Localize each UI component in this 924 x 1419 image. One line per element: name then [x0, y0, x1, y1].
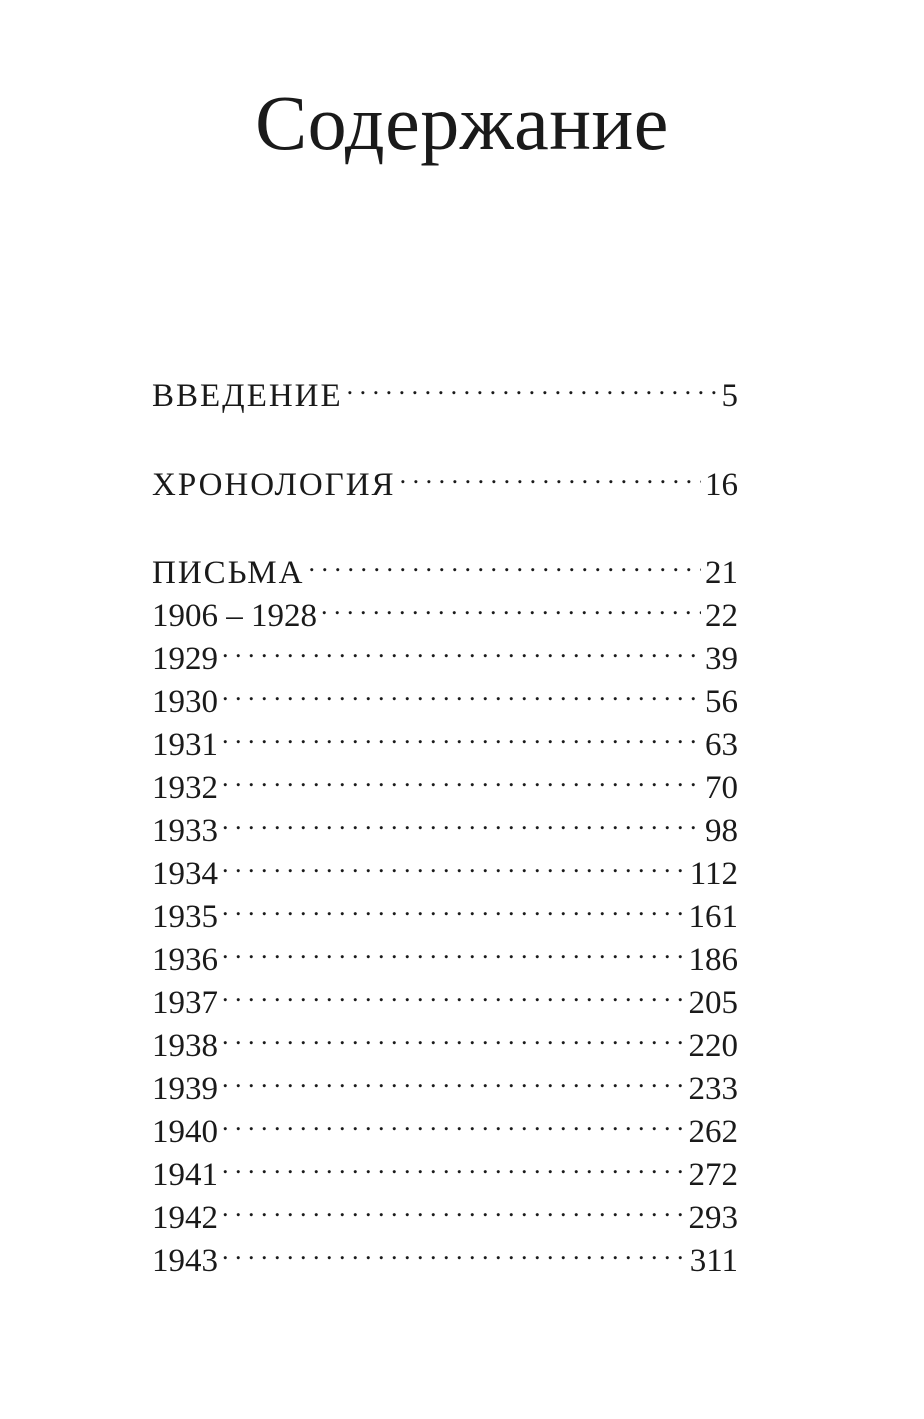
- page-title: Содержание: [255, 79, 669, 166]
- toc-entry-page: 56: [705, 684, 738, 720]
- toc-entry-page: 262: [688, 1114, 738, 1150]
- toc-entry-1906-1928[interactable]: [152, 586, 738, 634]
- dot-leader: [222, 1016, 685, 1056]
- toc-entry-1930[interactable]: [152, 672, 738, 720]
- toc-entry-1934[interactable]: [152, 844, 738, 892]
- dot-leader: [222, 715, 701, 755]
- toc-entry-page: 293: [688, 1200, 738, 1236]
- toc-entry-page: 186: [688, 942, 738, 978]
- dot-leader: [222, 844, 686, 884]
- toc-entry-1941[interactable]: [152, 1145, 738, 1193]
- toc-entry-label: 1942: [152, 1200, 218, 1236]
- toc-entry-page: 5: [721, 378, 738, 414]
- toc-entry-label: 1929: [152, 641, 218, 677]
- dot-leader: [222, 1145, 685, 1185]
- dot-leader: [222, 1102, 685, 1142]
- toc-entry-page: 112: [689, 856, 738, 892]
- dot-leader: [222, 629, 701, 669]
- toc-entry-1943[interactable]: [152, 1231, 738, 1279]
- toc-entry-1932[interactable]: [152, 758, 738, 806]
- toc-entry-label: 1935: [152, 899, 218, 935]
- toc-entry-label: 1937: [152, 985, 218, 1021]
- toc-entry-page: 39: [705, 641, 738, 677]
- toc-entry-label: 1934: [152, 856, 218, 892]
- toc-entry-page: 98: [705, 813, 738, 849]
- toc-entry-page: 70: [705, 770, 738, 806]
- toc-entry-label: 1943: [152, 1243, 218, 1279]
- toc-entry-1940[interactable]: [152, 1102, 738, 1150]
- toc-entry-label: 1940: [152, 1114, 218, 1150]
- dot-leader: [222, 1059, 685, 1099]
- toc-entry-page: 233: [688, 1071, 738, 1107]
- toc-entry-label: ВВЕДЕНИЕ: [152, 378, 343, 414]
- toc-entry-label: 1939: [152, 1071, 218, 1107]
- dot-leader: [222, 758, 701, 798]
- toc-entry-page: 16: [705, 467, 738, 503]
- toc-entry-label: 1938: [152, 1028, 218, 1064]
- toc-entry-page: 220: [688, 1028, 738, 1064]
- dot-leader: [400, 455, 701, 495]
- toc-entry-label: ХРОНОЛОГИЯ: [152, 467, 396, 503]
- dot-leader: [222, 1188, 685, 1228]
- toc-entry-label: 1941: [152, 1157, 218, 1193]
- toc-entry-page: 272: [688, 1157, 738, 1193]
- toc-entry-1929[interactable]: [152, 629, 738, 677]
- toc-entry-1938[interactable]: [152, 1016, 738, 1064]
- toc-entry-label: ПИСЬМА: [152, 555, 305, 591]
- dot-leader: [222, 887, 685, 927]
- toc-entry-1933[interactable]: [152, 801, 738, 849]
- toc-entry-label: 1936: [152, 942, 218, 978]
- toc-entry-page: 205: [688, 985, 738, 1021]
- toc-entry-label: 1933: [152, 813, 218, 849]
- toc-entry-label: 1906 – 1928: [152, 598, 317, 634]
- dot-leader: [222, 801, 701, 841]
- dot-leader: [321, 586, 701, 626]
- toc-entry-page: 63: [705, 727, 738, 763]
- toc-entry-label: 1930: [152, 684, 218, 720]
- dot-leader: [347, 366, 718, 406]
- toc-entry-label: 1931: [152, 727, 218, 763]
- toc-entry-page: 22: [705, 598, 738, 634]
- toc-entry-page: 311: [689, 1243, 738, 1279]
- toc-entry-introduction[interactable]: [152, 366, 738, 414]
- toc-entry-1935[interactable]: [152, 887, 738, 935]
- toc-entry-chronology[interactable]: [152, 455, 738, 503]
- toc-entry-letters[interactable]: [152, 543, 738, 591]
- toc-entry-1942[interactable]: [152, 1188, 738, 1236]
- dot-leader: [222, 930, 685, 970]
- dot-leader: [308, 543, 701, 583]
- dot-leader: [222, 672, 701, 712]
- dot-leader: [222, 1231, 686, 1271]
- toc-entry-label: 1932: [152, 770, 218, 806]
- dot-leader: [222, 973, 685, 1013]
- toc-entry-1931[interactable]: [152, 715, 738, 763]
- toc-entry-1936[interactable]: [152, 930, 738, 978]
- toc-entry-page: 21: [705, 555, 738, 591]
- toc-entry-1939[interactable]: [152, 1059, 738, 1107]
- toc-entry-1937[interactable]: [152, 973, 738, 1021]
- toc-entry-page: 161: [688, 899, 738, 935]
